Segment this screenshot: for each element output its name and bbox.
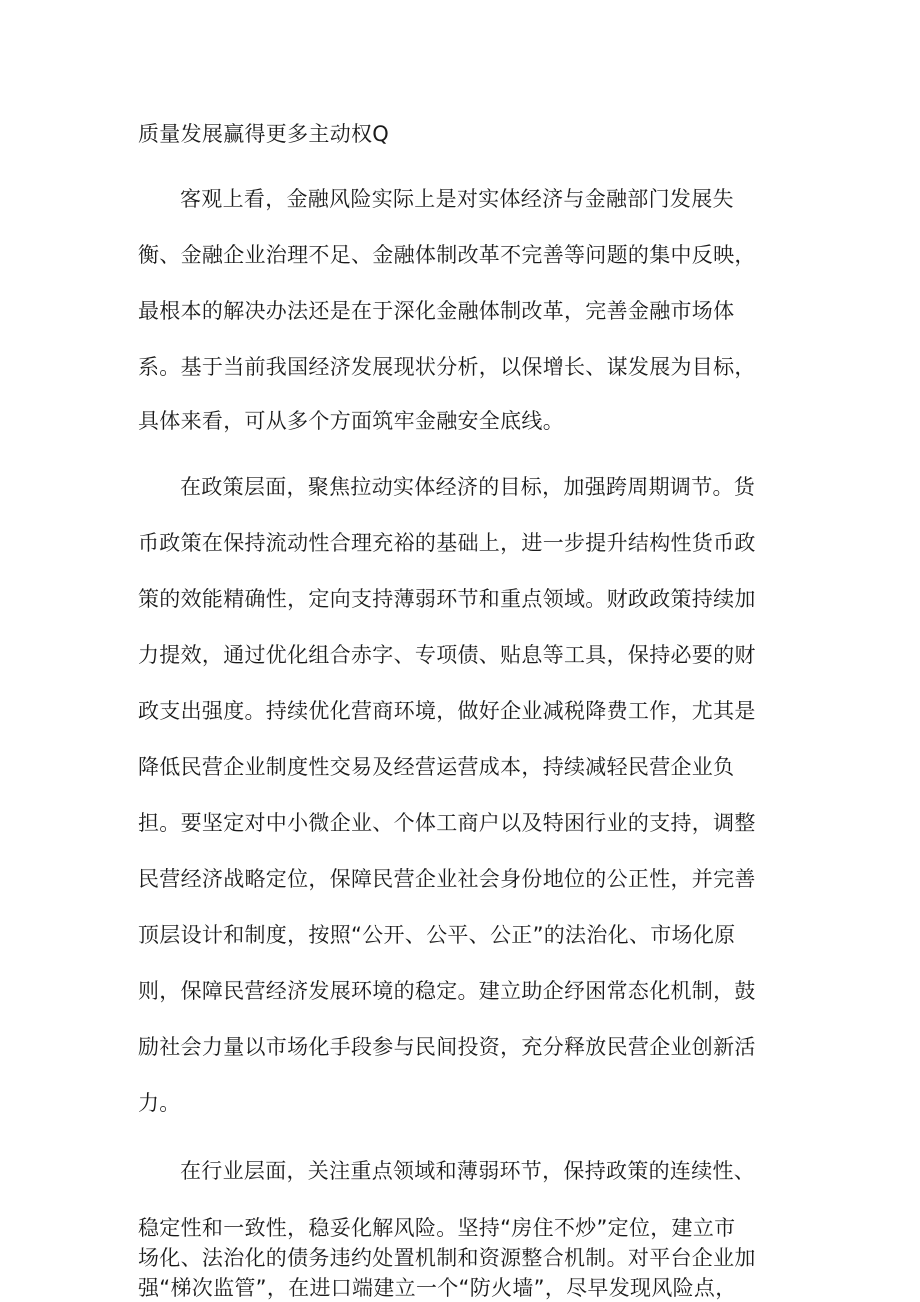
text-line: 衡、金融企业治理不足、金融体制改革不完善等问题的集中反映， <box>138 243 756 267</box>
text-line: 币政策在保持流动性合理充裕的基础上，进一步提升结构性货币政 <box>138 531 756 555</box>
text-line: 民营经济战略定位，保障民营企业社会身份地位的公正性，并完善 <box>138 867 756 891</box>
text-line: 场化、法治化的债务违约处置机制和资源整合机制。对平台企业加 <box>138 1246 756 1270</box>
text-line: 稳定性和一致性，稳妥化解风险。坚持“房住不炒”定位，建立市 <box>138 1216 736 1240</box>
text-line: 最根本的解决办法还是在于深化金融体制改革，完善金融市场体 <box>138 299 735 323</box>
text-line: 在政策层面，聚焦拉动实体经济的目标，加强跨周期调节。货 <box>180 475 756 499</box>
text-line: 担。要坚定对中小微企业、个体工商户以及特困行业的支持，调整 <box>138 811 756 835</box>
text-line: 降低民营企业制度性交易及经营运营成本，持续减轻民营企业负 <box>138 755 735 779</box>
text-line: 策的效能精确性，定向支持薄弱环节和重点领域。财政政策持续加 <box>138 587 756 611</box>
text-line: 质量发展赢得更多主动权Q <box>138 122 390 146</box>
text-line: 在行业层面，关注重点领域和薄弱环节，保持政策的连续性、 <box>180 1159 756 1183</box>
text-line: 则，保障民营经济发展环境的稳定。建立助企纾困常态化机制，鼓 <box>138 979 756 1003</box>
text-line: 系。基于当前我国经济发展现状分析，以保增长、谋发展为目标， <box>138 355 756 379</box>
text-line: 力提效，通过优化组合赤字、专项债、贴息等工具，保持必要的财 <box>138 643 756 667</box>
text-line: 客观上看，金融风险实际上是对实体经济与金融部门发展失 <box>180 187 734 211</box>
text-line: 政支出强度。持续优化营商环境，做好企业减税降费工作，尤其是 <box>138 699 756 723</box>
text-line: 强“梯次监管”，在进口端建立一个“防火墙”，尽早发现风险点， <box>138 1276 737 1300</box>
text-line: 力。 <box>138 1091 181 1115</box>
text-line: 励社会力量以市场化手段参与民间投资，充分释放民营企业创新活 <box>138 1035 756 1059</box>
text-line: 具体来看，可从多个方面筑牢金融安全底线。 <box>138 409 564 433</box>
text-line: 顶层设计和制度，按照“公开、公平、公正”的法治化、市场化原 <box>138 923 736 947</box>
